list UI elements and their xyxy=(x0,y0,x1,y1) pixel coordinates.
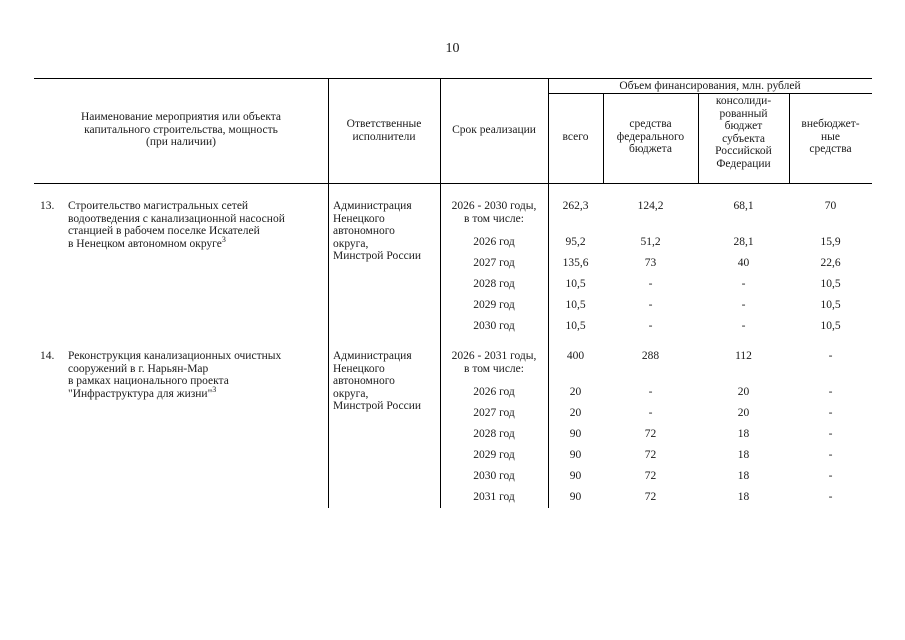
cell-year: 2031 год xyxy=(473,491,515,503)
cell-total: 10,5 xyxy=(565,278,586,290)
cell-extrabudget: - xyxy=(828,449,833,461)
cell-extrabudget: 70 xyxy=(824,200,837,212)
cell-extrabudget: - xyxy=(828,491,833,503)
cell-federal: - xyxy=(648,386,653,398)
header-responsible: Ответственные исполнители xyxy=(346,118,422,143)
cell-consolidated: 18 xyxy=(737,449,750,461)
cell-consolidated: 18 xyxy=(737,470,750,482)
cell-federal: 288 xyxy=(641,350,660,362)
cell-total: 262,3 xyxy=(562,200,589,212)
cell-total: 90 xyxy=(569,470,582,482)
cell-year: 2030 год xyxy=(473,470,515,482)
column-divider xyxy=(328,183,329,508)
cell-consolidated: - xyxy=(741,278,746,290)
cell-year: 2027 год xyxy=(473,257,515,269)
row-responsible: Администрация Ненецкого автономного округа, Минстрой России xyxy=(333,350,421,412)
row-responsible: Администрация Ненецкого автономного округа, Минстрой России xyxy=(333,200,421,262)
header-bottom-rule xyxy=(34,183,872,184)
cell-total: 20 xyxy=(569,407,582,419)
cell-federal: 72 xyxy=(644,428,657,440)
cell-extrabudget: 10,5 xyxy=(820,320,841,332)
cell-year: 2029 год xyxy=(473,449,515,461)
header-financing: Объем финансирования, млн. рублей xyxy=(619,80,801,92)
row-name: Строительство магистральных сетей водоотведения с канализационной насосной станцией в рабочем поселке Искателей в Ненецком автономном округе$^3$ xyxy=(68,200,285,250)
cell-consolidated: - xyxy=(741,299,746,311)
cell-year: 2026 год xyxy=(473,386,515,398)
cell-year: 2030 год xyxy=(473,320,515,332)
cell-consolidated: 18 xyxy=(737,491,750,503)
cell-consolidated: 112 xyxy=(735,350,752,362)
cell-total: 95,2 xyxy=(565,236,586,248)
row-name: Реконструкция канализационных очистных сооружений в г. Нарьян-Мар в рамках национального проекта "Инфраструктура для жизни"$^3$ xyxy=(68,350,282,400)
cell-year: 2027 год xyxy=(473,407,515,419)
table-top-rule xyxy=(34,78,872,79)
cell-total: 10,5 xyxy=(565,320,586,332)
cell-extrabudget: - xyxy=(828,470,833,482)
header-total: всего xyxy=(562,131,589,143)
cell-federal: - xyxy=(648,407,653,419)
page-number: 10 xyxy=(445,41,460,56)
cell-consolidated: 20 xyxy=(737,386,750,398)
footnote-mark: 3 xyxy=(212,384,217,394)
cell-extrabudget: - xyxy=(828,350,833,362)
header-extrabudget: внебюджет- ные средства xyxy=(801,118,860,155)
cell-extrabudget: 15,9 xyxy=(820,236,841,248)
cell-federal: 72 xyxy=(644,470,657,482)
cell-consolidated: 40 xyxy=(737,257,750,269)
row-number: 13. xyxy=(40,200,55,212)
cell-total: 90 xyxy=(569,449,582,461)
cell-extrabudget: 10,5 xyxy=(820,299,841,311)
cell-extrabudget: 10,5 xyxy=(820,278,841,290)
cell-year: 2026 год xyxy=(473,236,515,248)
cell-year: 2028 год xyxy=(473,428,515,440)
cell-consolidated: 20 xyxy=(737,407,750,419)
cell-consolidated: 18 xyxy=(737,428,750,440)
cell-year: 2028 год xyxy=(473,278,515,290)
header-consolidated: консолиди- рованный бюджет субъекта Российской Федерации xyxy=(715,95,772,170)
row-number: 14. xyxy=(40,350,55,362)
cell-total: 90 xyxy=(569,491,582,503)
cell-extrabudget: - xyxy=(828,386,833,398)
cell-extrabudget: 22,6 xyxy=(820,257,841,269)
row-period-total: 2026 - 2031 годы, в том числе: xyxy=(451,350,537,375)
cell-consolidated: 68,1 xyxy=(733,200,754,212)
cell-federal: - xyxy=(648,299,653,311)
financing-header-rule xyxy=(548,93,872,94)
cell-federal: 72 xyxy=(644,491,657,503)
header-federal: средства федерального бюджета xyxy=(616,118,685,155)
cell-federal: 124,2 xyxy=(637,200,664,212)
row-period-total: 2026 - 2030 годы, в том числе: xyxy=(451,200,537,225)
cell-federal: 73 xyxy=(644,257,657,269)
cell-federal: - xyxy=(648,278,653,290)
cell-consolidated: 28,1 xyxy=(733,236,754,248)
cell-federal: 51,2 xyxy=(640,236,661,248)
cell-consolidated: - xyxy=(741,320,746,332)
cell-federal: 72 xyxy=(644,449,657,461)
cell-total: 10,5 xyxy=(565,299,586,311)
header-period: Срок реализации xyxy=(452,124,536,136)
cell-total: 20 xyxy=(569,386,582,398)
cell-extrabudget: - xyxy=(828,428,833,440)
cell-year: 2029 год xyxy=(473,299,515,311)
header-name: Наименование мероприятия или объекта капитального строительства, мощность (при наличии) xyxy=(80,111,282,148)
cell-extrabudget: - xyxy=(828,407,833,419)
cell-total: 135,6 xyxy=(562,257,589,269)
cell-total: 400 xyxy=(566,350,585,362)
cell-federal: - xyxy=(648,320,653,332)
footnote-mark: 3 xyxy=(221,234,226,244)
cell-total: 90 xyxy=(569,428,582,440)
